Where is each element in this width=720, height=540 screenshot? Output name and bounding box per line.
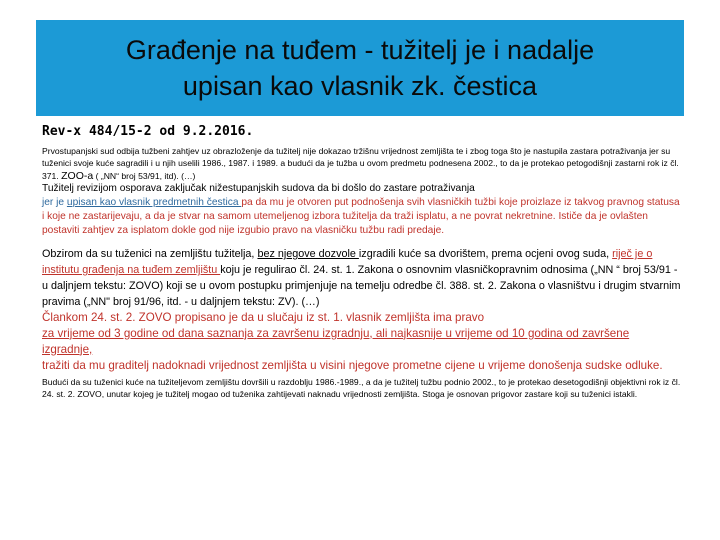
para3-seg2: bez njegove dozvole [257, 247, 359, 260]
para4-line1: Člankom 24. st. 2. ZOVO propisano je da u slučaju iz st. 1. vlasnik zemljišta ima pravo [42, 310, 485, 324]
paragraph-revision [42, 182, 682, 238]
slide-body [42, 124, 682, 400]
title-line-1: Građenje na tuđem - tužitelj je i nadalje [125, 35, 595, 65]
para1-zoo: ZOO-a [61, 169, 94, 182]
para2-seg3: pa da mu je otvoren put podnošenja svih vlasničkih tužbi koje proizlaze iz takvog pravnog statusa i koje ne zastarijevaju, a da je stvar na samom utemeljenog izbora tužitelja da traži isplatu, a ne povrat nekretnine. Ističe da je ovlašten postaviti zahtjev za isplatom dokle god nije izgubio pravo na vlasničku tužbu radi predaje. [42, 196, 680, 236]
para3-seg3: izgradili kuće sa dvorištem, prema ocjeni ovog suda, [358, 247, 613, 260]
paragraph-court-opinion [42, 246, 682, 310]
para3-seg1: Obzirom da su tuženici na zemljištu tužitelja, [42, 247, 258, 260]
para4-line2: za vrijeme od 3 godine od dana saznanja za završenu izgradnju, ali najkasnije u vrijeme od 10 godina od završene izgradnje, [42, 326, 630, 356]
paragraph-conclusion: Budući da su tuženici kuće na tužiteljevom zemljištu dovršili u razdoblju 1986.-1989., a da je tužitelj tužbu podnio 2002., to je protekao desetogodišnji objektivni rok iz čl. 24. st. 2. ZOVO, unutar kojeg je tužitelj mogao od tuženika zahtijevati naknadu vrijednosti zemljišta. Stoga je osnovan prigovor zastare koji su tuženici istakli. [42, 376, 681, 400]
case-reference: Rev-x 484/15-2 od 9.2.2016. [42, 124, 254, 139]
slide-title [36, 32, 684, 104]
spacer [42, 238, 682, 246]
paragraph-article-24 [42, 310, 682, 374]
para2-seg2: upisan kao vlasnik predmetnih čestica [66, 196, 242, 208]
paragraph-first-instance [42, 145, 682, 182]
para2-intro: Tužitelj revizijom osporava zaključak nižestupanjskih sudova da bi došlo do zastare potraživanja [42, 182, 475, 194]
title-line-2: upisan kao vlasnik zk. čestica [182, 71, 538, 101]
para2-seg1: jer je [42, 196, 67, 208]
para3-seg4: riječ je o institutu građenja na tuđem zemljištu [42, 247, 653, 276]
para3-seg5: koju je regulirao čl. 24. st. 1. Zakona o osnovnim vlasničkopravnim odnosima („NN “ broj 53/91 - u daljnjem tekstu: ZOVO) koji se u ovom postupku primjenjuje na temelju odredbe čl. 388. st. 2. Zakona o vlasništvu i drugim stvarnim pravima („NN" broj 91/96, itd. - u daljnjem tekstu: ZV). (…) [42, 263, 681, 308]
para1-text: Prvostupanjski sud odbija tužbeni zahtjev uz obrazloženje da tužitelj nije dokazao tržišnu vrijednost zemljišta te i zbog toga što je nastupila zastara potraživanja jer su tuženici svoje kuće sagradili i u njih uselili 1986., 1987. i 1989. a budući da je tužba u ovom predmetu podnesena 2002., to da je protekao petogodišnji zastarni rok iz čl. 371. [42, 146, 679, 181]
para1-tail: ( „NN“ broj 53/91, itd). (…) [95, 170, 196, 181]
para4-line3: tražiti da mu graditelj nadoknadi vrijednost zemljišta u visini njegove prometne cijene u vrijeme donošenja sudske odluke. [42, 358, 663, 372]
